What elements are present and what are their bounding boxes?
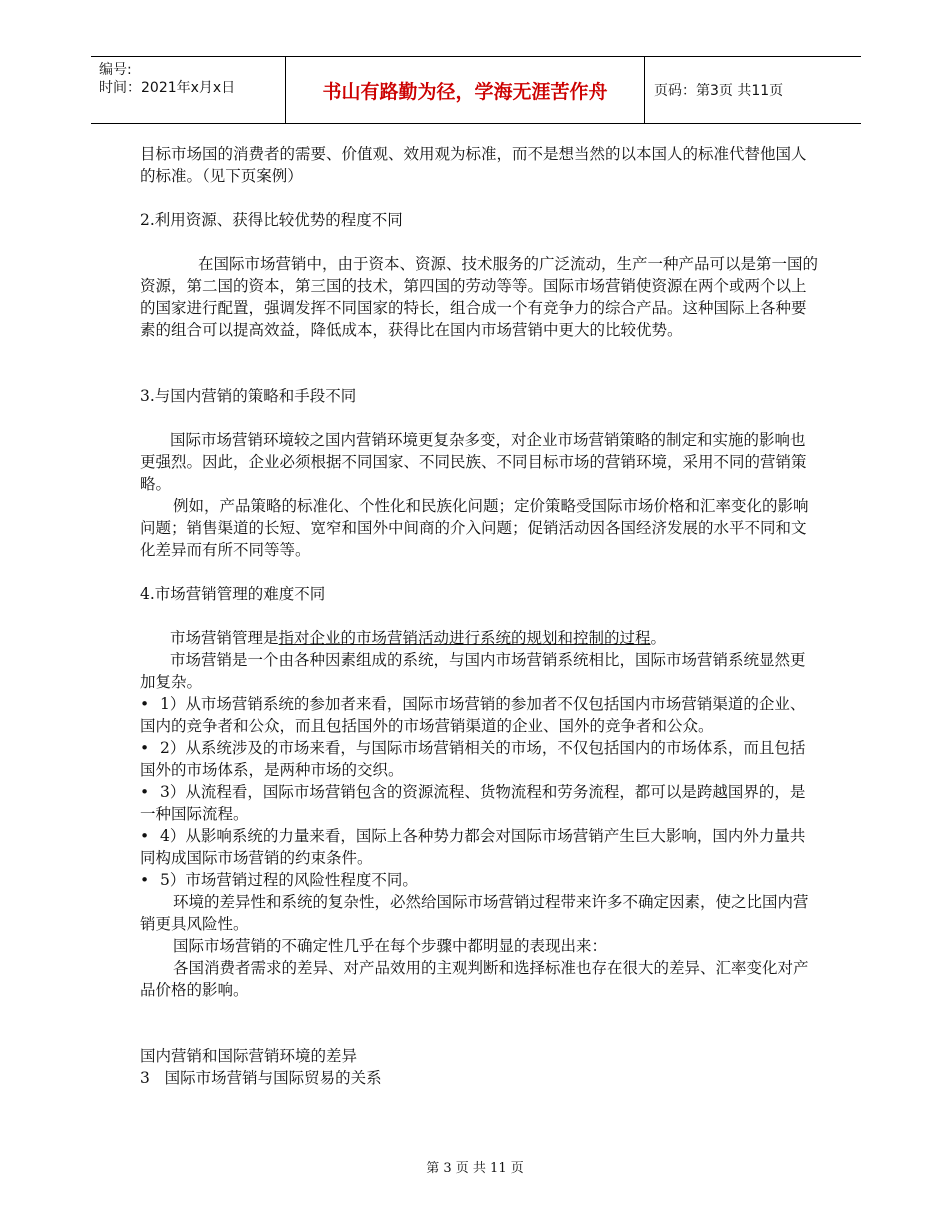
- page-footer: 第 3 页 共 11 页: [426, 1161, 524, 1176]
- subheading-trade-relation: 3 国际市场营销与国际贸易的关系: [140, 1069, 382, 1087]
- time-label: 时间：2021年x月x日: [99, 80, 236, 96]
- bullet-icon: •: [140, 695, 150, 713]
- paragraph-example: 例如，产品策略的标准化、个性化和民族化问题；定价策略受国际市场价格和汇率变化的影响问题；销售渠道的长短、宽窄和国外中间商的介入问题；促销活动因各国经济发展的水平不同和文化差异而有所不同等等。: [140, 497, 809, 559]
- document-body: [140, 143, 820, 1089]
- page-header: [91, 56, 861, 124]
- list-item: [140, 825, 820, 869]
- list-item-text: 4）从影响系统的力量来看，国际上各种势力都会对国际市场营销产生巨大影响，国内外力量共同构成国际市场营销的约束条件。: [140, 827, 806, 867]
- list-item-text: 2）从系统涉及的市场来看，与国际市场营销相关的市场，不仅包括国内的市场体系，而且包括国外的市场体系，是两种市场的交织。: [140, 739, 806, 779]
- list-item: [140, 869, 820, 891]
- list-item-text: 5）市场营销过程的风险性程度不同。: [160, 871, 418, 889]
- paragraph-risk: 环境的差异性和系统的复杂性，必然给国际市场营销过程带来许多不确定因素，使之比国内营销更具风险性。: [140, 893, 809, 933]
- list-item: [140, 737, 820, 781]
- list-item-text: 3）从流程看，国际市场营销包含的资源流程、货物流程和劳务流程，都可以是跨越国界的，是一种国际流程。: [140, 783, 806, 823]
- header-meta: [91, 57, 285, 123]
- list-item-text: 1）从市场营销系统的参加者来看，国际市场营销的参加者不仅包括国内市场营销渠道的企业、国内的竞争者和公众，而且包括国外的市场营销渠道的企业、国外的竞争者和公众。: [140, 695, 806, 735]
- paragraph-management-definition: [140, 627, 820, 649]
- paragraph-resources: 在国际市场营销中，由于资本、资源、技术服务的广泛流动，生产一种产品可以是第一国的资源，第二国的资本，第三国的技术，第四国的劳动等等。国际市场营销使资源在两个或两个以上的国家进行配置，强调发挥不同国家的特长，组合成一个有竞争力的综合产品。这种国际上各种要素的组合可以提高效益，降低成本，获得比在国内市场营销中更大的比较优势。: [140, 255, 819, 339]
- bullet-icon: •: [140, 739, 150, 757]
- list-item: [140, 781, 820, 825]
- bullet-icon: •: [140, 827, 150, 845]
- definition-end: 。: [650, 629, 667, 647]
- bullet-icon: •: [140, 871, 150, 889]
- heading-section-3: 3.与国内营销的策略和手段不同: [140, 387, 357, 405]
- subheading-environment-diff: 国内营销和国际营销环境的差异: [140, 1047, 358, 1065]
- paragraph-differences: 各国消费者需求的差异、对产品效用的主观判断和选择标准也存在很大的差异、汇率变化对产品价格的影响。: [140, 959, 809, 999]
- header-motto: 书山有路勤为径，学海无涯苦作舟: [285, 57, 645, 123]
- paragraph-intro: 目标市场国的消费者的需要、价值观、效用观为标准，而不是想当然的以本国人的标准代替他国人的标准。（见下页案例）: [140, 145, 807, 185]
- definition-lead: 市场营销管理是: [170, 629, 279, 647]
- heading-section-2: 2.利用资源、获得比较优势的程度不同: [140, 211, 403, 229]
- bullet-icon: •: [140, 783, 150, 801]
- header-page-number: 页码：第3页 共11页: [654, 83, 784, 99]
- list-item: [140, 693, 820, 737]
- paragraph-system: 市场营销是一个由各种因素组成的系统，与国内市场营销系统相比，国际市场营销系统显然更加复杂。: [140, 651, 806, 691]
- definition-underlined: 指对企业的市场营销活动进行系统的规划和控制的过程: [278, 629, 651, 647]
- code-label: 编号:: [99, 62, 132, 78]
- paragraph-environment: 国际市场营销环境较之国内营销环境更复杂多变，对企业市场营销策略的制定和实施的影响也更强烈。因此，企业必须根据不同国家、不同民族、不同目标市场的营销环境，采用不同的营销策略。: [140, 431, 807, 493]
- paragraph-uncertainty: 国际市场营销的不确定性几乎在每个步骤中都明显的表现出来：: [173, 937, 608, 955]
- heading-section-4: 4.市场营销管理的难度不同: [140, 585, 326, 603]
